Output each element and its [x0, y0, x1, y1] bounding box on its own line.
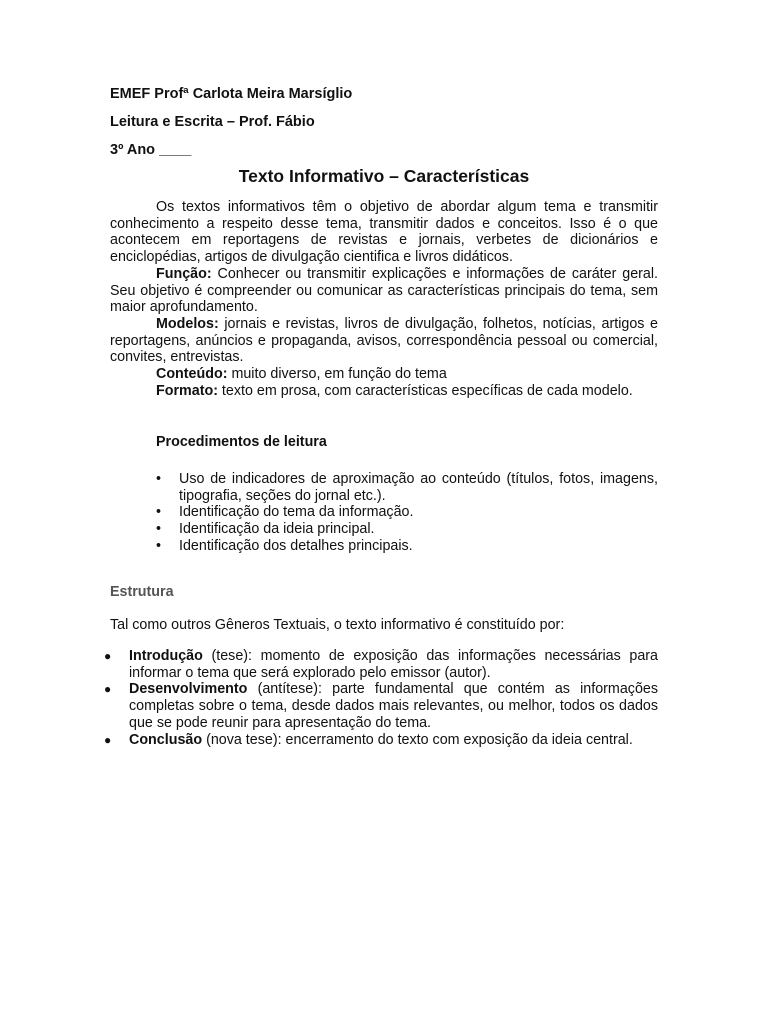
estrutura-heading: Estrutura	[110, 584, 174, 600]
formato-label: Formato:	[156, 382, 218, 399]
document-title: Texto Informativo – Características	[238, 166, 530, 186]
list-item: • Identificação dos detalhes principais.	[156, 537, 413, 554]
list-item: ● Desenvolvimento (antítese): parte fundamental que contém as informações completas sobre o tema, desde dados mais relevantes, ou melhor, todos os dados que se pode reunir para apresentação do tema.	[104, 681, 658, 731]
bullet-icon: •	[156, 471, 162, 487]
procedimentos-heading: Procedimentos de leitura	[156, 434, 327, 450]
conteudo-paragraph	[110, 366, 658, 383]
bullet-icon: •	[156, 504, 162, 521]
funcao-paragraph	[110, 266, 658, 316]
school-name: EMEF Profª Carlota Meira Marsíglio	[110, 86, 353, 102]
conteudo-label: Conteúdo:	[156, 366, 228, 383]
list-item: ● Introdução (tese): momento de exposição das informações necessárias para informar o tema que será explorado pelo emissor (autor).	[104, 648, 658, 681]
intro-paragraph: Os textos informativos têm o objetivo de abordar algum tema e transmitir conhecimento a respeito desse tema, transmitir dados e conceitos. Isso é o que acontecem em reportagens de revistas e jornais, verbetes de dicionários e enciclopédias, artigos de divulgação cientifica e livros didáticos.	[110, 199, 658, 266]
modelos-text: jornais e revistas, livros de divulgação, folhetos, notícias, artigos e reportagens, anúncios e propaganda, avisos, correspondência pessoal ou comercial, convites, entrevistas.	[110, 315, 658, 366]
modelos-label: Modelos:	[156, 315, 219, 332]
item-term: Desenvolvimento	[129, 681, 248, 698]
bullet-icon: •	[156, 521, 162, 538]
bullet-icon: ●	[104, 682, 112, 697]
list-item: • Uso de indicadores de aproximação ao conteúdo (títulos, fotos, imagens, tipografia, seções do jornal etc.).	[156, 471, 658, 504]
procedimentos-list	[156, 471, 658, 555]
grade-line: 3º Ano ____	[110, 142, 192, 158]
item-term: Introdução	[129, 648, 203, 664]
formato-paragraph	[110, 383, 658, 400]
bullet-icon: ●	[104, 732, 112, 747]
list-item: ● Conclusão (nova tese): encerramento do texto com exposição da ideia central.	[104, 731, 633, 748]
funcao-text: Conhecer ou transmitir explicações e informações de caráter geral. Seu objetivo é compreender ou comunicar as características principais do tema, sem maior aprofundamento.	[110, 265, 658, 316]
bullet-icon: ●	[104, 649, 112, 663]
item-term: Conclusão	[129, 731, 203, 748]
bullet-icon: •	[156, 537, 162, 554]
estrutura-intro: Tal como outros Gêneros Textuais, o texto informativo é constituído por:	[110, 617, 565, 633]
formato-text: texto em prosa, com características específicas de cada modelo.	[217, 382, 633, 399]
conteudo-text: muito diverso, em função do tema	[227, 366, 447, 383]
description-block	[110, 199, 658, 399]
list-item: • Identificação do tema da informação.	[156, 504, 414, 521]
modelos-paragraph	[110, 316, 658, 366]
estrutura-list	[104, 648, 658, 748]
list-item: • Identificação da ideia principal.	[156, 521, 375, 538]
funcao-label: Função:	[156, 265, 212, 282]
course-name: Leitura e Escrita – Prof. Fábio	[110, 114, 315, 130]
